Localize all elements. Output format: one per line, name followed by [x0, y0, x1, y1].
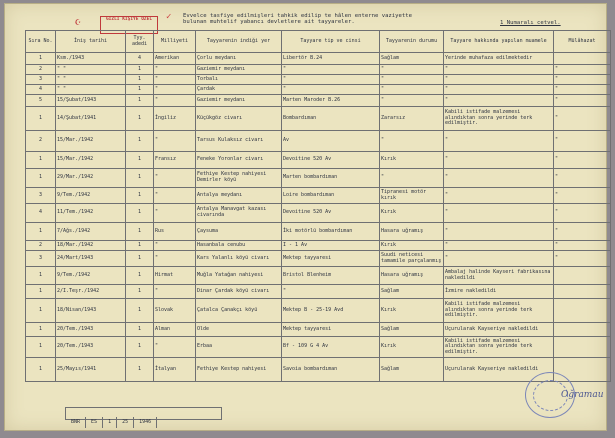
table-cell: Mektep tayyaresi: [282, 251, 380, 267]
classification-stamp: GİZLİ KİŞİYE ÖZEL: [100, 16, 158, 34]
table-cell: 9/Tem./1942: [56, 267, 126, 285]
table-cell: Olde: [196, 323, 282, 337]
table-cell: 18/Nisan/1943: [56, 299, 126, 323]
table-cell: Marten Maroder B.26: [282, 95, 380, 107]
table-row: [26, 107, 611, 131]
table-row: [26, 75, 611, 85]
table-cell: Slovak: [154, 299, 196, 323]
table-cell: 25/Mayıs/1941: [56, 358, 126, 382]
table-cell: ": [154, 85, 196, 95]
table-cell: 1: [126, 223, 154, 241]
table-cell: ": [282, 65, 380, 75]
document-heading: [183, 13, 443, 26]
table-cell: 15/Şubat/1943: [56, 95, 126, 107]
table-cell: Rus: [154, 223, 196, 241]
table-cell: 24/Mart/1943: [56, 251, 126, 267]
table-cell: 1: [126, 299, 154, 323]
table-cell: 1: [26, 107, 56, 131]
table-cell: Hasanbala cenubu: [196, 241, 282, 251]
table-cell: 1: [126, 188, 154, 204]
table-cell: ": [444, 152, 554, 169]
table-cell: 2: [26, 131, 56, 152]
table-cell: ": [380, 169, 444, 188]
table-cell: ": [154, 131, 196, 152]
table-cell: Hirmat: [154, 267, 196, 285]
table-cell: 1: [126, 85, 154, 95]
table-cell: Sağlam: [380, 358, 444, 382]
table-cell: ": [444, 95, 554, 107]
table-cell: ": [444, 188, 554, 204]
table-cell: [554, 53, 611, 65]
table-cell: ": [444, 169, 554, 188]
table-cell: ": [554, 75, 611, 85]
table-cell: Kabili istifade malzemesi alındıktan sonra yerinde terk edilmiştir.: [444, 337, 554, 358]
heading-line-1: Evvelce tasfiye edilmişleri tahkik edilip te hâlen enterne vaziyette: [183, 13, 413, 19]
table-cell: Kırık: [380, 241, 444, 251]
table-cell: Uçurularak Kayseriye nakledildi: [444, 323, 554, 337]
table-cell: ": [380, 95, 444, 107]
table-cell: ": [554, 204, 611, 223]
table-cell: 1: [126, 107, 154, 131]
table-cell: 1: [126, 337, 154, 358]
table-cell: ": [444, 204, 554, 223]
table-cell: 1: [126, 251, 154, 267]
table-row: [26, 299, 611, 323]
table-cell: ": [380, 65, 444, 75]
table-cell: ": [554, 85, 611, 95]
table-row: [26, 95, 611, 107]
table-cell: İzmire nakledildi: [444, 285, 554, 299]
reference-cell: BNR: [66, 417, 86, 428]
table-cell: Dinar Çardak köyü civarı: [196, 285, 282, 299]
table-cell: Amerikan: [154, 53, 196, 65]
table-cell: İngiliz: [154, 107, 196, 131]
table-cell: " ": [56, 75, 126, 85]
table-row: [26, 241, 611, 251]
table-cell: Kırık: [380, 152, 444, 169]
table-cell: 1: [26, 358, 56, 382]
table-cell: 1: [126, 65, 154, 75]
table-cell: Savoia bombardıman: [282, 358, 380, 382]
table-cell: Tarsus Kulaksız civarı: [196, 131, 282, 152]
table-cell: [554, 299, 611, 323]
table-row: [26, 131, 611, 152]
table-cell: Fethiye Kestep nahiyesi Demirler köyü: [196, 169, 282, 188]
table-cell: ": [444, 75, 554, 85]
table-cell: 7/Ağs./1942: [56, 223, 126, 241]
table-cell: ": [554, 131, 611, 152]
table-cell: Çardak: [196, 85, 282, 95]
table-cell: Bombardıman: [282, 107, 380, 131]
table-cell: Tipranesi motör kırık: [380, 188, 444, 204]
table-cell: ": [154, 337, 196, 358]
table-cell: [554, 267, 611, 285]
table-cell: ": [444, 85, 554, 95]
table-cell: Mektep B - 25-19 Avd: [282, 299, 380, 323]
table-cell: İtalyan: [154, 358, 196, 382]
table-cell: [554, 323, 611, 337]
table-cell: 1: [126, 152, 154, 169]
table-cell: 1: [26, 223, 56, 241]
table-cell: Fethiye Kestep nahiyesi: [196, 358, 282, 382]
table-cell: 15/Mar./1942: [56, 152, 126, 169]
table-cell: Kırık: [380, 337, 444, 358]
table-row: [26, 251, 611, 267]
column-header: Sıra No.: [26, 31, 56, 53]
table-cell: Hasara uğramış: [380, 223, 444, 241]
table-cell: Zararsız: [380, 107, 444, 131]
table-cell: 15/Mar./1942: [56, 131, 126, 152]
table-row: [26, 85, 611, 95]
table-row: [26, 65, 611, 75]
table-cell: ": [554, 251, 611, 267]
red-pencil-mark: ✓: [166, 12, 172, 22]
crescent-star-icon: ☪: [75, 18, 81, 28]
table-cell: 3: [26, 75, 56, 85]
table-header-row: [26, 31, 611, 53]
table-cell: ": [554, 107, 611, 131]
document-page: [4, 3, 607, 431]
table-cell: 20/Tem./1943: [56, 323, 126, 337]
table-cell: Ambalaj halinde Kayseri fabrikasına nakledildi: [444, 267, 554, 285]
table-cell: Loire bombardıman: [282, 188, 380, 204]
heading-line-2: bulunan muhtelif yabancı devletlere ait tayyareler.: [183, 19, 355, 26]
table-cell: ": [154, 95, 196, 107]
table-cell: Sağlam: [380, 323, 444, 337]
table-cell: Feneke Yoronlar civarı: [196, 152, 282, 169]
table-cell: Uçurularak Kayseriye nakledildi: [444, 358, 554, 382]
table-cell: 18/Mar./1942: [56, 241, 126, 251]
table-row: [26, 223, 611, 241]
table-cell: 1: [26, 323, 56, 337]
table-cell: 1: [126, 169, 154, 188]
table-body: [26, 53, 611, 382]
reference-cell: ES: [86, 417, 103, 428]
table-cell: Devoitine 520 Av: [282, 152, 380, 169]
table-cell: 1: [26, 337, 56, 358]
aircraft-register-table: [25, 30, 611, 382]
table-cell: 1: [126, 323, 154, 337]
table-cell: Bristol Blenheim: [282, 267, 380, 285]
table-cell: Kars Yalanlı köyü civarı: [196, 251, 282, 267]
column-header: Milliyeti: [154, 31, 196, 53]
table-cell: ": [444, 223, 554, 241]
table-cell: ": [554, 223, 611, 241]
table-cell: Küçükgöz civarı: [196, 107, 282, 131]
table-cell: ": [282, 85, 380, 95]
table-cell: ": [282, 75, 380, 85]
reference-cell: 1: [103, 417, 117, 428]
table-cell: 4: [26, 85, 56, 95]
table-cell: Erbaa: [196, 337, 282, 358]
table-cell: ": [444, 65, 554, 75]
table-cell: Torbalı: [196, 75, 282, 85]
table-cell: Muğla Yatağan nahiyesi: [196, 267, 282, 285]
table-cell: 1: [26, 299, 56, 323]
table-cell: Çorlu meydanı: [196, 53, 282, 65]
table-cell: I - 1 Av: [282, 241, 380, 251]
table-cell: 1: [26, 285, 56, 299]
table-cell: ": [154, 169, 196, 188]
table-cell: 11/Tem./1942: [56, 204, 126, 223]
table-cell: ": [154, 251, 196, 267]
table-cell: 1: [126, 285, 154, 299]
table-cell: Mektep tayyaresi: [282, 323, 380, 337]
table-cell: Fransız: [154, 152, 196, 169]
table-cell: [554, 337, 611, 358]
column-header: Mülâhazat: [554, 31, 611, 53]
table-cell: ": [154, 75, 196, 85]
table-cell: ": [154, 188, 196, 204]
column-header: Tayyarenin indiği yer: [196, 31, 282, 53]
table-cell: 29/Mar./1942: [56, 169, 126, 188]
table-row: [26, 204, 611, 223]
table-cell: ": [444, 241, 554, 251]
table-cell: ": [154, 65, 196, 75]
table-cell: ": [444, 251, 554, 267]
table-cell: 5: [26, 95, 56, 107]
table-cell: ": [282, 285, 380, 299]
table-cell: ": [554, 188, 611, 204]
table-cell: Marten bombardıman: [282, 169, 380, 188]
column-header: İniş tarihi: [56, 31, 126, 53]
table-cell: 2/I.Teşr./1942: [56, 285, 126, 299]
table-cell: Sağlam: [380, 53, 444, 65]
table-cell: Suudi neticesi tamamile parçalanmış: [380, 251, 444, 267]
table-cell: 1: [126, 267, 154, 285]
table-cell: Av: [282, 131, 380, 152]
table-cell: ": [380, 75, 444, 85]
table-cell: Çatalca Çanakçı köyü: [196, 299, 282, 323]
table-cell: Alman: [154, 323, 196, 337]
table-cell: Hasara uğramış: [380, 267, 444, 285]
table-cell: [554, 285, 611, 299]
table-cell: Antalya Manavgat kazası civarında: [196, 204, 282, 223]
table-row: [26, 188, 611, 204]
table-cell: 1: [126, 75, 154, 85]
table-row: [26, 53, 611, 65]
table-cell: 4: [126, 53, 154, 65]
table-cell: Kırık: [380, 299, 444, 323]
table-row: [26, 358, 611, 382]
table-cell: Çaysuma: [196, 223, 282, 241]
table-cell: " ": [56, 85, 126, 95]
archive-reference-strip: [65, 407, 222, 425]
table-cell: 3: [26, 251, 56, 267]
table-cell: 1: [26, 152, 56, 169]
table-cell: ": [154, 204, 196, 223]
table-cell: " ": [56, 65, 126, 75]
table-number-label: 1 Numaralı cetvel.: [500, 20, 561, 26]
table-cell: Kabili istifade malzemesi alındıktan sonra yerinde terk edilmiştir.: [444, 107, 554, 131]
table-cell: 20/Tem./1943: [56, 337, 126, 358]
table-cell: Sağlam: [380, 285, 444, 299]
column-header: Tayyare tip ve cinsi: [282, 31, 380, 53]
table-cell: 2: [26, 241, 56, 251]
table-cell: 1: [26, 53, 56, 65]
column-header: Tyy. adedi: [126, 31, 154, 53]
table-row: [26, 285, 611, 299]
table-cell: Antalya meydanı: [196, 188, 282, 204]
table-row: [26, 152, 611, 169]
table-cell: 1: [126, 241, 154, 251]
table-cell: Gaziemir meydanı: [196, 95, 282, 107]
table-cell: Libertör B.24: [282, 53, 380, 65]
table-cell: 9/Tem./1942: [56, 188, 126, 204]
table-cell: ": [154, 285, 196, 299]
table-cell: 1: [126, 95, 154, 107]
column-header: Tayyare hakkında yapılan muamele: [444, 31, 554, 53]
table-cell: 2: [26, 65, 56, 75]
table-cell: 1: [126, 204, 154, 223]
table-cell: İki motörlü bombardıman: [282, 223, 380, 241]
table-cell: ": [554, 169, 611, 188]
table-cell: ": [554, 152, 611, 169]
table-cell: Ksm./1943: [56, 53, 126, 65]
table-cell: 14/Şubat/1941: [56, 107, 126, 131]
table-cell: Yerinde muhafaza edilmektedir: [444, 53, 554, 65]
table-row: [26, 337, 611, 358]
reference-cell: 25: [117, 417, 134, 428]
table-cell: ": [444, 131, 554, 152]
table-row: [26, 267, 611, 285]
table-cell: 1: [26, 267, 56, 285]
table-row: [26, 323, 611, 337]
column-header: Tayyarenin durumu: [380, 31, 444, 53]
table-cell: ": [380, 85, 444, 95]
table-cell: ": [554, 95, 611, 107]
table-cell: 3: [26, 188, 56, 204]
table-cell: 4: [26, 204, 56, 223]
reference-cell: 1946: [134, 417, 157, 428]
table-cell: Gaziemir meydanı: [196, 65, 282, 75]
table-cell: ": [554, 241, 611, 251]
table-cell: Bf - 109 G 4 Av: [282, 337, 380, 358]
table-cell: ": [154, 241, 196, 251]
table-cell: 1: [26, 169, 56, 188]
signature: Oğramau: [561, 390, 604, 400]
table-cell: 1: [126, 358, 154, 382]
table-cell: Kabili istifade malzemesi alındıktan sonra yerinde terk edilmiştir.: [444, 299, 554, 323]
table-cell: 1: [126, 131, 154, 152]
table-row: [26, 169, 611, 188]
table-cell: Devoitine 520 Av: [282, 204, 380, 223]
table-cell: ": [380, 131, 444, 152]
table-cell: ": [554, 65, 611, 75]
table-cell: Kırık: [380, 204, 444, 223]
